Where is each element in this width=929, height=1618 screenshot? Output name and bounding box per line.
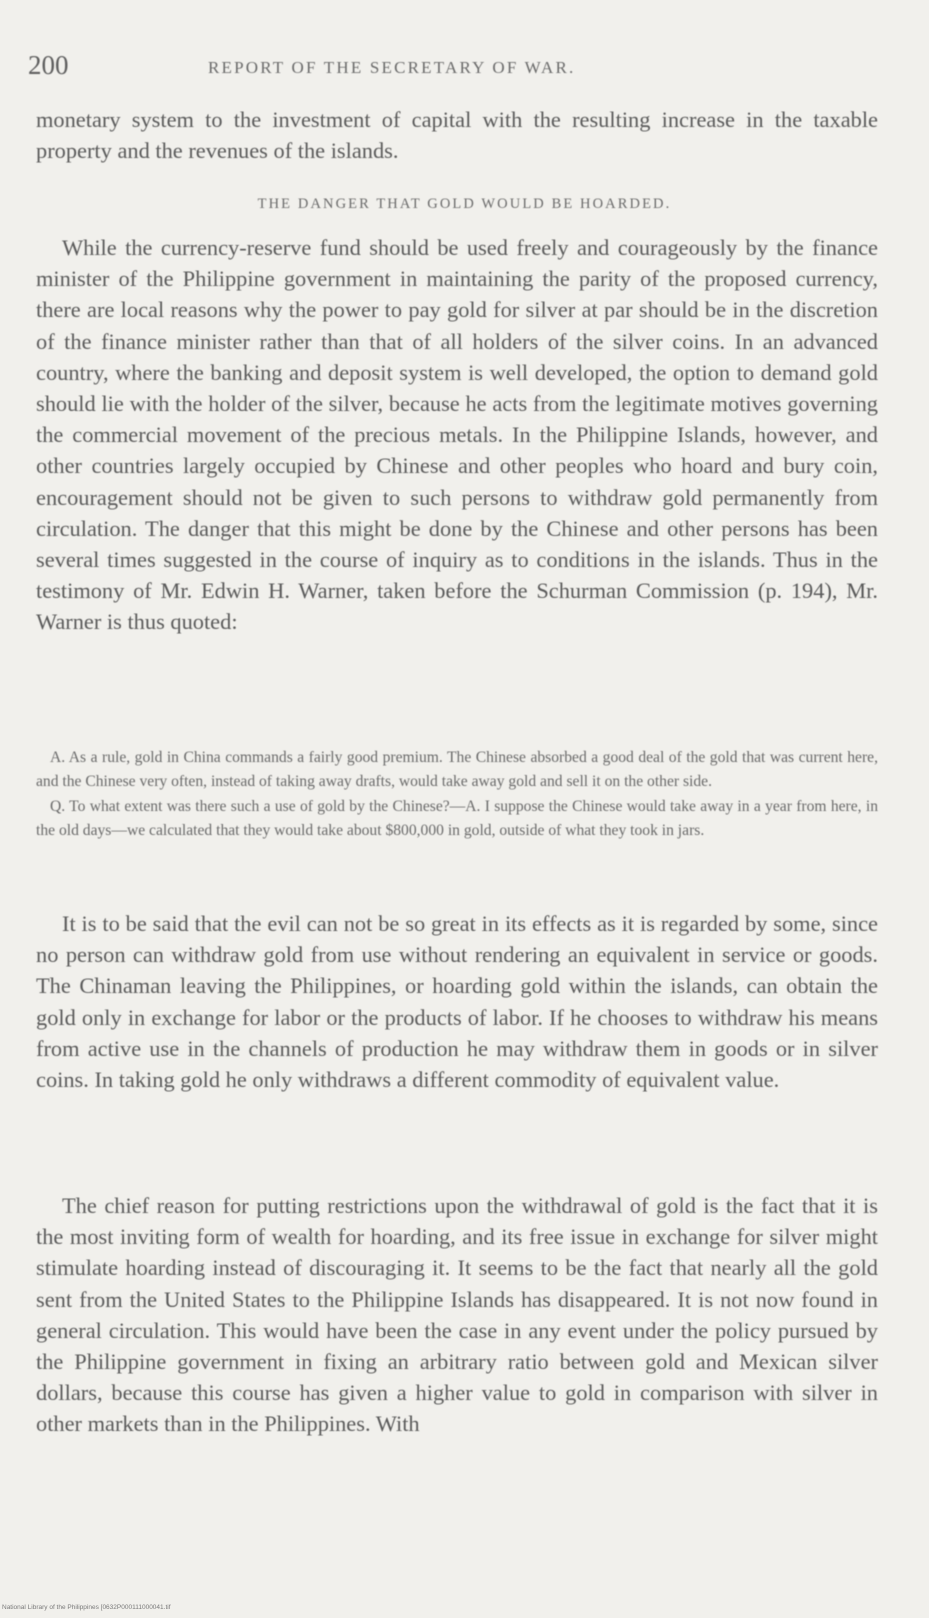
paragraph-text: While the currency-reserve fund should be used freely and courageously by the finance minister of the Philippine government in maintaining the parity of the proposed currency, there are local reasons why the power to pay gold for silver at par should be in the discretion of the finance minister rather than that of all holders of the silver coins. In an advanced country, where the banking and deposit system is well developed, the option to demand gold should lie with the holder of the silver, because he acts from the legitimate motives governing the commercial movement of the precious metals. In the Philippine Islands, however, and other countries largely occupied by Chinese and other peoples who hoard and bury coin, encouragement should not be given to such persons to withdraw gold permanently from circulation. The danger that this might be done by the Chinese and other persons has been several times suggested in the course of inquiry as to conditions in the islands. Thus in the testimony of Mr. Edwin H. Warner, taken before the Schurman Commission (p. 194), Mr. Warner is thus quoted:: [36, 235, 878, 635]
running-title: REPORT OF THE SECRETARY OF WAR.: [208, 58, 576, 77]
paragraph-text: It is to be said that the evil can not be so great in its effects as it is regarded by some, since no person can withdraw gold from use without rendering an equivalent in service or goods. The Chinaman leaving the Philippines, or hoarding gold within the islands, can obtain the gold only in exchange for labor or the products of labor. If he chooses to withdraw his means from active use in the channels of production he may withdraw them in goods or in silver coins. In taking gold he only withdraws a different commodity of equivalent value.: [36, 911, 878, 1093]
body-paragraph-3: [36, 1190, 878, 1440]
body-paragraph-2: [36, 908, 878, 1095]
section-heading: THE DANGER THAT GOLD WOULD BE HOARDED.: [257, 196, 672, 212]
quote-answer: A. As a rule, gold in China commands a fairly good premium. The Chinese absorbed a good deal of the gold that was current here, and the Chinese very often, instead of taking away drafts, would take away gold and sell it on the other side.: [36, 749, 878, 791]
paragraph-text: The chief reason for putting restrictions upon the withdrawal of gold is the fact that it is the most inviting form of wealth for hoarding, and its free issue in exchange for silver might stimulate hoarding instead of discouraging it. It seems to be the fact that nearly all the gold sent from the United States to the Philippine Islands has disappeared. It is not now found in general circulation. This would have been the case in any event under the policy pursued by the Philippine government in fixing an arbitrary ratio between gold and Mexican silver dollars, because this course has given a higher value to gold in comparison with silver in other markets than in the Philippines. With: [36, 1193, 878, 1437]
opening-paragraph: [36, 104, 878, 166]
page-number: 200: [28, 50, 69, 80]
scan-footer: National Library of the Philippines [0632P000111000041.tif: [2, 1604, 171, 1611]
running-head: [28, 50, 879, 80]
paragraph-text: monetary system to the investment of capital with the resulting increase in the taxable property and the revenues of the islands.: [36, 107, 878, 164]
testimony-quote: [36, 746, 878, 844]
quote-question: Q. To what extent was there such a use of gold by the Chinese?—A. I suppose the Chinese would take away in a year from here, in the old days—we calculated that they would take about $800,000 in gold, outside of what they took in jars.: [36, 797, 878, 840]
body-paragraph-1: [36, 232, 878, 638]
